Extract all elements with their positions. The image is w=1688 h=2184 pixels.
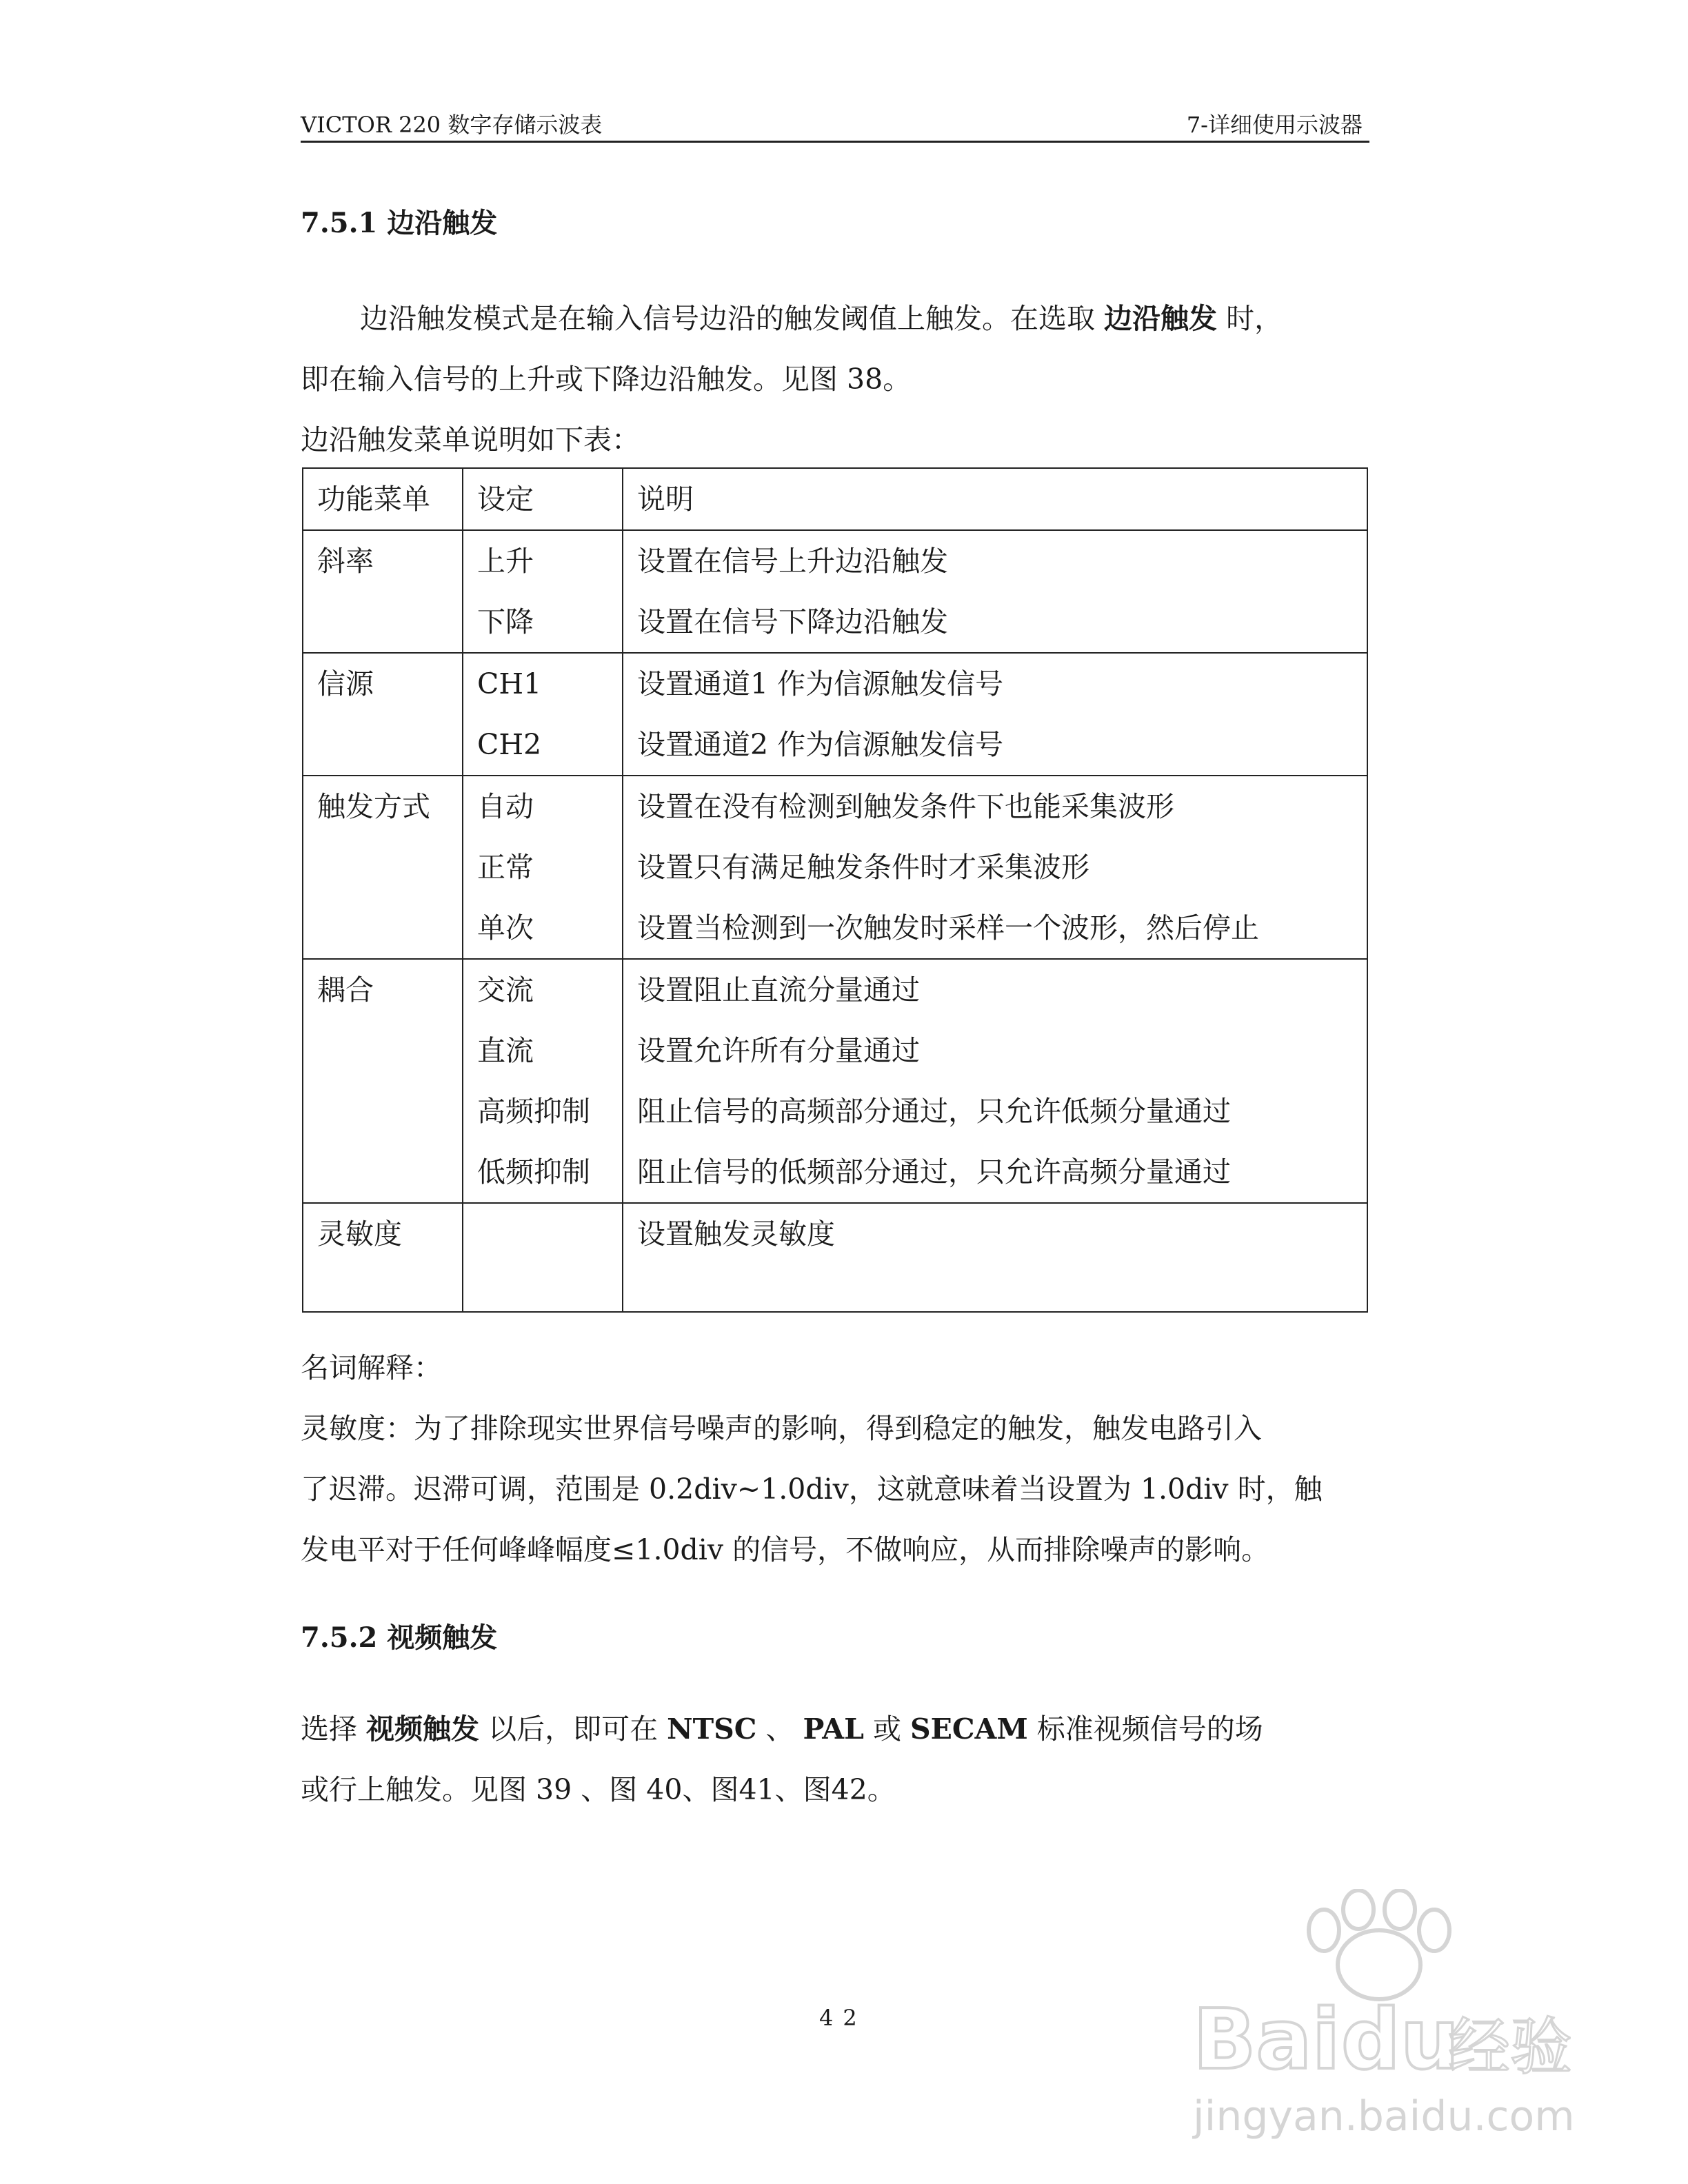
page-header [301, 105, 1369, 143]
paw-icon [1309, 1890, 1449, 1999]
table-row [303, 959, 1367, 1203]
table-cell [463, 1203, 623, 1312]
cell-line: CH2 [477, 728, 542, 761]
cell-line: CH1 [477, 667, 542, 700]
cell-line: 设置在没有检测到触发条件下也能采集波形 [637, 790, 1174, 823]
cell-line: 耦合 [317, 973, 374, 1007]
paragraph-line-2: 即在输入信号的上升或下降边沿触发。见图 38。 [301, 363, 912, 396]
cell-line: 设置只有满足触发条件时才采集波形 [637, 851, 1089, 884]
text-run: 、 [756, 1712, 803, 1746]
glossary-title: 名词解释： [301, 1351, 442, 1384]
bold-term: 视频触发 [366, 1712, 480, 1746]
table-header-cell [623, 468, 1367, 530]
header-text: 功能菜单 [317, 483, 430, 516]
cell-line: 自动 [477, 790, 534, 823]
row-spacer [317, 1264, 448, 1311]
table-cell [303, 776, 463, 959]
watermark-brand-cn: 经验 [1448, 2011, 1572, 2083]
table-header-cell [303, 468, 463, 530]
table-cell [623, 959, 1367, 1203]
cell-line: 设置允许所有分量通过 [637, 1034, 920, 1067]
glossary [301, 1337, 1376, 1580]
cell-line: 设置通道2 作为信源触发信号 [637, 728, 1004, 761]
cell-line: 设置触发灵敏度 [637, 1217, 835, 1251]
header-text: 说明 [637, 483, 694, 516]
bold-term: 边沿触发 [1104, 302, 1218, 335]
paragraph-line-1 [301, 288, 1376, 349]
table-cell [463, 653, 623, 776]
cell-line: 斜率 [317, 545, 374, 578]
cell-line: 交流 [477, 973, 534, 1007]
watermark-url: jingyan.baidu.com [1193, 2092, 1575, 2141]
cell-line: 低频抑制 [477, 1155, 590, 1189]
text-run: 标准视频信号的场 [1027, 1712, 1263, 1746]
paragraph-line-1 [301, 1699, 1376, 1759]
header-doc-title: VICTOR 220 数字存储示波表 [301, 112, 603, 138]
table-cell [623, 530, 1367, 653]
table-cell [463, 959, 623, 1203]
table-cell [623, 1203, 1367, 1312]
cell-line: 设置通道1 作为信源触发信号 [637, 667, 1004, 700]
edge-trigger-paragraph [301, 288, 1376, 470]
cell-line: 设置在信号下降边沿触发 [637, 605, 948, 638]
table-header-row [303, 468, 1367, 530]
text-run: 以后，即可在 [479, 1712, 667, 1746]
row-spacer [637, 1264, 1353, 1311]
text-run: 或 [863, 1712, 911, 1746]
section-heading-edge-trigger: 7.5.1 边沿触发 [301, 207, 498, 239]
glossary-line: 发电平对于任何峰峰幅度≤1.0div 的信号，不做响应，从而排除噪声的影响。 [301, 1533, 1270, 1566]
table-row [303, 776, 1367, 959]
cell-line [477, 1204, 608, 1264]
table-row [303, 653, 1367, 776]
table-cell [303, 959, 463, 1203]
cell-line: 正常 [477, 851, 534, 884]
baidu-jingyan-watermark [1172, 1889, 1586, 2165]
table-cell [303, 1203, 463, 1312]
paragraph-line-2: 或行上触发。见图 39 、图 40、图41、图42。 [301, 1773, 896, 1806]
cell-line: 设置在信号上升边沿触发 [637, 545, 948, 578]
table-cell [463, 530, 623, 653]
watermark-brand-b: du [1341, 1992, 1460, 2088]
cell-line: 设置当检测到一次触发时采样一个波形，然后停止 [637, 911, 1259, 944]
table-cell [303, 653, 463, 776]
bold-term: NTSC [667, 1712, 757, 1746]
cell-line: 触发方式 [317, 790, 430, 823]
section-heading-video-trigger: 7.5.2 视频触发 [301, 1621, 498, 1654]
edge-trigger-menu-table [302, 467, 1368, 1313]
table-cell [623, 776, 1367, 959]
cell-line: 设置阻止直流分量通过 [637, 973, 920, 1007]
text-run: 时， [1217, 302, 1283, 335]
header-chapter-title: 7-详细使用示波器 [1186, 112, 1363, 138]
cell-line: 阻止信号的低频部分通过，只允许高频分量通过 [637, 1155, 1231, 1189]
header-text: 设定 [477, 483, 534, 516]
text-run: 选择 [301, 1712, 367, 1746]
video-trigger-paragraph [301, 1699, 1376, 1820]
bold-term: PAL [803, 1712, 864, 1746]
row-spacer [477, 1264, 608, 1311]
cell-line: 单次 [477, 911, 534, 944]
glossary-line: 灵敏度：为了排除现实世界信号噪声的影响，得到稳定的触发，触发电路引入 [301, 1412, 1262, 1445]
cell-line: 灵敏度 [317, 1217, 402, 1251]
cell-line: 下降 [477, 605, 534, 638]
cell-line: 信源 [317, 667, 374, 700]
table-cell [623, 653, 1367, 776]
table-cell [463, 776, 623, 959]
table-row [303, 1203, 1367, 1312]
table-cell [303, 530, 463, 653]
cell-line: 直流 [477, 1034, 534, 1067]
cell-line: 阻止信号的高频部分通过，只允许低频分量通过 [637, 1095, 1231, 1128]
page-number: 42 [819, 2005, 867, 2031]
cell-line: 高频抑制 [477, 1095, 590, 1128]
bold-term: SECAM [910, 1712, 1028, 1746]
text-run: 边沿触发模式是在输入信号边沿的触发阈值上触发。在选取 [360, 302, 1105, 335]
watermark-brand-a: Bai [1193, 1992, 1340, 2088]
table-header-cell [463, 468, 623, 530]
glossary-line: 了迟滞。迟滞可调，范围是 0.2div~1.0div，这就意味着当设置为 1.0div 时，触 [301, 1473, 1323, 1506]
cell-line: 上升 [477, 545, 534, 578]
table-caption: 边沿触发菜单说明如下表： [301, 423, 640, 456]
table-row [303, 530, 1367, 653]
